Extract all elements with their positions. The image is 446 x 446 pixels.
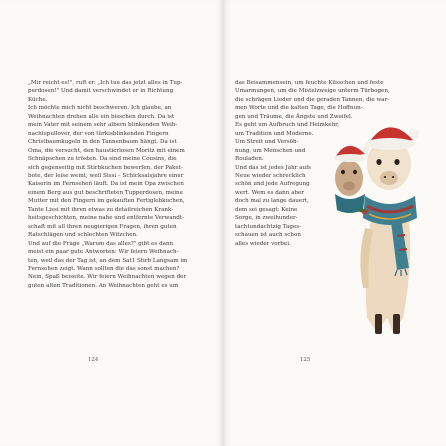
text-line: schauen ist auch schon (235, 232, 301, 239)
alpacas-with-santa-hats-and-scarf-icon (317, 118, 441, 338)
left-page-text (28, 79, 199, 290)
right-page-number: 125 (300, 357, 311, 363)
text-line: schön und jede Aufregung (235, 181, 310, 188)
text-line: Nein, Spaß beiseite. Wir feiern Weihnachten wegen der (28, 274, 187, 281)
right-page (223, 0, 446, 446)
text-line: gen und Träume, die Ängste und Zweifel. (235, 113, 353, 120)
text-line: Kaiserin im Fernsehen läuft. Da ist mein Opa zwischen (28, 181, 184, 188)
text-line: Ich möchte mich nicht beschweren. Ich glaube, an (28, 105, 172, 112)
text-line: nachtspullover, der von türkisblinkenden Fingern (28, 130, 169, 137)
text-line: Umarmungen, um die Mistelzweige unterm Türbogen, (235, 88, 390, 95)
text-line: Rouladen. (235, 156, 264, 163)
text-line: Ratschlägen und schlechten Witzchen. (28, 232, 138, 239)
text-line: Fernsehen zeigt. Wann sollten die das sonst machen? (28, 265, 180, 272)
text-line: dem sei gesagt: Keine (235, 206, 298, 213)
text-line: Um Streit und Versöh- (235, 139, 299, 146)
text-line: bote, der leise weint, weil Sissi – Schicksalsjahre einer (28, 172, 184, 179)
text-line: Küche. (28, 96, 48, 103)
text-line: ten, weil das der Tag ist, an dem Sat1 Stirb Langsam im (28, 257, 188, 264)
left-page-number: 124 (88, 357, 99, 363)
text-line: men Worte und die kalten Tage, die Hoffnun- (235, 105, 363, 112)
text-line: Mutter mit den Fingern im gekauften Fertiglebkuchen, (28, 198, 185, 205)
text-line: einem Berg aus gut beschrifteten Tupperdosen, meine (28, 189, 183, 196)
text-line: perdosen!" Und damit verschwindet er in Richtung (28, 88, 174, 95)
text-line: Schnäpschen zu trösten. Da sind meine Cousins, die (28, 156, 177, 163)
small-alpaca (334, 146, 370, 214)
big-alpaca (360, 127, 419, 334)
text-line: Und auf die Frage „Warum das alles?" gibt es dann (28, 240, 174, 247)
text-line: die schrägen Lieder und die geraden Tannen, die war- (235, 96, 390, 103)
text-line: Neue wieder schrecklich (235, 172, 306, 179)
text-line: schaft mit all ihren neugierigen Fragen, ihren guten (28, 223, 177, 230)
text-line: Weihnachten drehen alle ein bisschen durch. Da ist (28, 113, 175, 120)
text-line: um Tradition und Moderne. (235, 130, 314, 137)
text-line: Oma, die versucht, den haustierlosen Moritz mit einem (28, 147, 185, 154)
text-line: Sorge, in zweihunder- (235, 215, 298, 222)
text-line: „Mir reicht es!", ruft er. „Ich tue das jetzt alles in Tup- (28, 80, 183, 86)
text-line: tachtundachtzig Tages- (235, 223, 302, 230)
text-line: doch mal zu lange dauert, (235, 198, 309, 205)
text-line: meist ein paar gute Antworten: Wir feiern Weihnach- (28, 249, 179, 256)
text-line: nung, um Menschen und (235, 147, 306, 154)
text-line: guten alten Traditionen. An Weihnachten geht es um (28, 282, 179, 289)
text-line: das Beisammensein, um feuchte Küsschen und feste (235, 80, 384, 86)
text-line: heitsgeschichten, meine nahe und entfernte Verwandt- (28, 215, 184, 222)
text-line: Tante Lissi mit ihren etwas zu detailreichen Krank- (28, 206, 174, 213)
text-line: alles wieder vorbei. (235, 240, 291, 247)
text-line: wert. Wem es dann aber (235, 189, 305, 196)
text-line: Und das ist jedes Jahr aufs (235, 164, 312, 171)
text-line: mein Vater mit seinem sehr albern blinkenden Weih- (28, 122, 178, 129)
text-line: Es geht um Aufbruch und Heimkehr, (235, 122, 340, 129)
text-line: Christbaumkugeln in den Tannenbaum hängt. Da ist (28, 139, 177, 146)
text-line: sich gegenseitig mit Stirbkuchen bewerfen, der Paket- (28, 164, 183, 171)
